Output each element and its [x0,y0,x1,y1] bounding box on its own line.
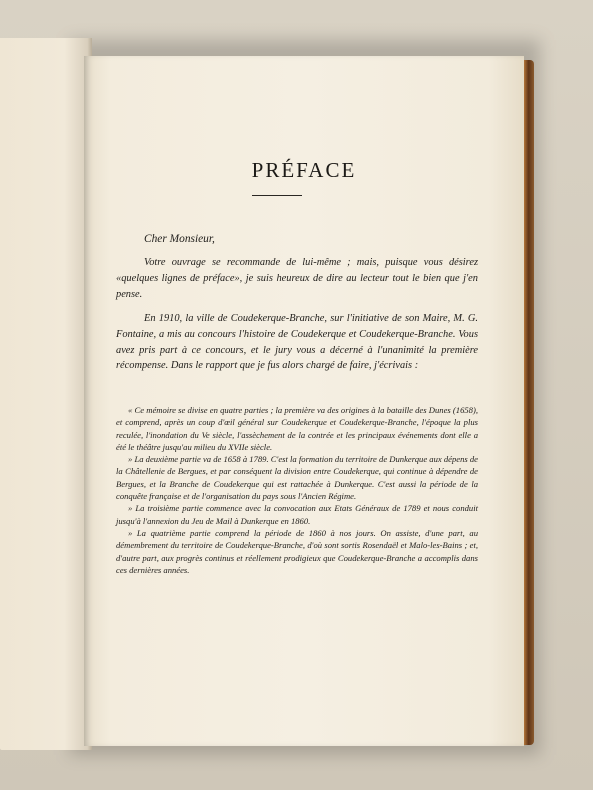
quote-paragraph: » La quatrième partie comprend la période de 1860 à nos jours. On assiste, d'une part, au démembrement du territoire de Coudekerque-Branche, d'où sont sortis Rosendaël et Malo-les-Bains ; et, d'autre part, aux progrès continus et réellement prodigieux que Coudekerque-Branche a accomplis dans ces dernières années. [116,527,478,575]
left-page [0,38,92,750]
paragraph-2: En 1910, la ville de Coudekerque-Branche, sur l'initiative de son Maire, M. G. Fontaine, a mis au concours l'histoire de Coudekerque et Coudekerque-Branche. Vous avez pris part à ce concours, et le jury vous a décerné à l'unanimité la première récompense. Dans le rapport que je fus alors chargé de faire, j'écrivais : [116,313,478,372]
quote-paragraph: « Ce mémoire se divise en quatre parties ; la première va des origines à la bataille des Dunes (1658), et comprend, après un coup d'œil général sur Coudekerque et Coudekerque-Branche, l'époque la plus reculée, l'inondation du Ve siècle, l'assèchement de la contrée et les principaux événements dont elle a été le théâtre jusqu'au milieu du XVIIe siècle. [116,405,478,452]
right-page [84,56,524,746]
title-rule [252,195,302,196]
quote-paragraph: » La deuxième partie va de 1658 à 1789. C'est la formation du territoire de Dunkerque aux dépens de la Châtellenie de Bergues, et par conséquent la division entre Coudekerque, qui continue à dépendre de Bergues, et la Branche de Coudekerque qui est rattachée à Dunkerque. C'est aussi la période de la conquête française et de l'organisation du pays sous l'Ancien Régime. [116,454,478,502]
quoted-report [116,404,478,576]
paragraph-1: Votre ouvrage se recommande de lui-même ; mais, puisque vous désirez «quelques lignes de préface», je suis heureux de dire au lecteur tout le bien que j'en pense. [116,257,478,300]
page-title: PRÉFACE [251,158,357,182]
quote-paragraph: » La troisième partie commence avec la convocation aux Etats Généraux de 1789 et nous conduit jusqu'à l'annexion du Jeu de Mail à Dunkerque en 1860. [116,503,478,526]
greeting: Cher Monsieur, [144,233,215,245]
